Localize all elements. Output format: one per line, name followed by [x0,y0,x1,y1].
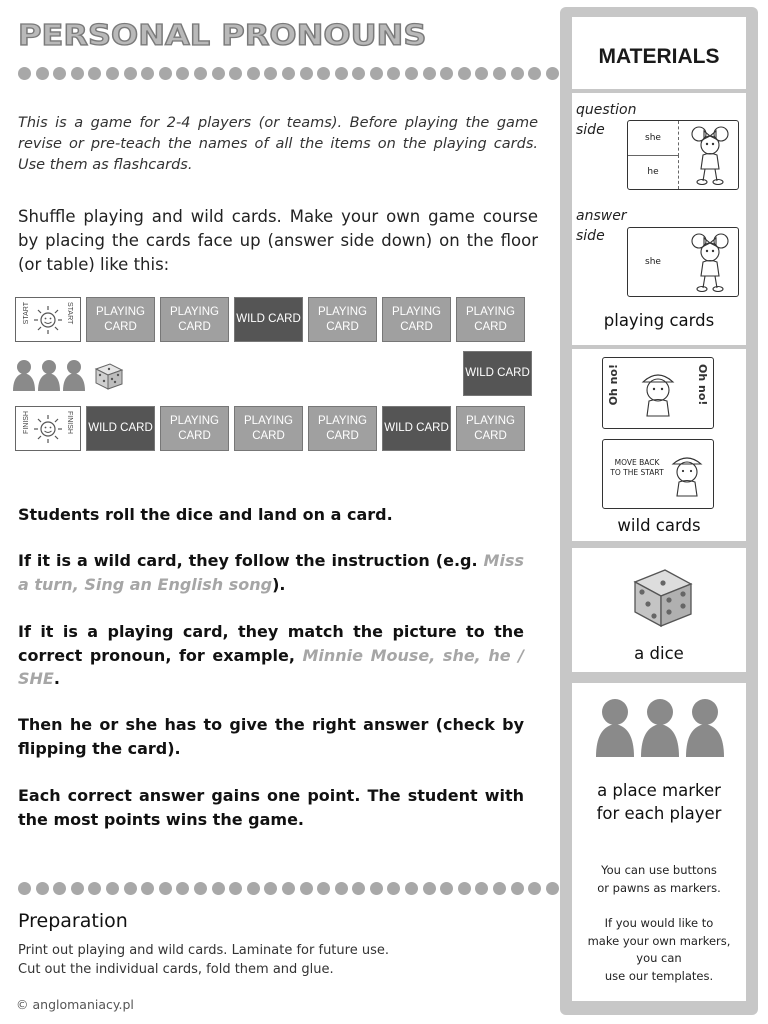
wild-cards-box [572,349,746,541]
pawn-markers-icon [12,358,87,392]
start-label-right: START [66,302,73,325]
question-side-line-2: side [576,122,605,138]
marker-caption-line-2: for each player [596,804,722,823]
preparation-line-2: Cut out the individual cards, fold them and glue. [18,962,334,977]
playing-card: PLAYING CARD [456,406,525,451]
copyright-icon: © [16,997,29,1012]
templates-note [572,915,746,985]
dice-icon [627,564,697,630]
markers-note-line-2: or pawns as markers. [597,880,721,895]
preparation-line-1: Print out playing and wild cards. Laminate for future use. [18,943,389,958]
copyright-text: anglomaniacy.pl [32,997,134,1012]
playing-card: PLAYING CARD [234,406,303,451]
wild-card-sample-move-back [602,439,714,509]
copyright [16,997,134,1012]
materials-header-box [572,17,746,89]
dotted-divider-bottom [18,882,576,896]
dice-caption: a dice [634,644,684,663]
sun-icon [33,305,63,335]
answer-side-label [576,206,627,246]
rule-roll: Students roll the dice and land on a card. [18,505,393,524]
minnie-mouse-icon [690,232,732,292]
dotted-divider-top [18,67,576,81]
answer-card-sample [627,227,739,297]
rule-playing-slash: / [518,645,524,665]
finish-label-right: FINISH [66,411,73,434]
markers-note [572,862,746,897]
rule-points: Each correct answer gains one point. The student with the most points wins the game. [18,786,524,829]
sun-icon [33,414,63,444]
board-row-1 [15,297,525,342]
intro-paragraph: This is a game for 2-4 players (or teams). Before playing the game revise or pre-teach the names of all the items on the playing cards. Use them as flashcards. [18,115,538,173]
wild-card-sample-oh-no [602,357,714,429]
templates-note-line-4: use our templates. [604,968,714,983]
rule-playing-answer: SHE [18,669,54,688]
shuffle-paragraph: Shuffle playing and wild cards. Make your own game course by placing the cards face up (answer side down) on the floor (or table) like this: [18,207,538,274]
dice-icon [92,361,124,391]
markers-box [572,683,746,1001]
playing-card: PLAYING CARD [456,297,525,342]
templates-note-line-2: make your own markers, [587,933,731,948]
answer-word-she: she [645,257,661,267]
minnie-mouse-icon [690,125,732,185]
start-card [15,297,81,342]
wild-cards-caption: wild cards [617,516,701,535]
materials-heading: MATERIALS [598,45,720,68]
wild-card: WILD CARD [463,351,532,396]
question-word-he: he [628,155,679,189]
wild-card: WILD CARD [234,297,303,342]
marker-caption [572,779,746,825]
preparation-text [18,941,389,979]
start-label-left: START [23,302,30,325]
playing-card: PLAYING CARD [160,406,229,451]
board-row-3 [15,406,525,451]
question-word-she: she [628,121,679,156]
rule-wild-end: ). [272,574,286,594]
finish-card [15,406,81,451]
pawn-markers-icon [594,695,726,759]
markers-note-line-1: You can use buttons [601,863,717,877]
rule-answer: Then he or she has to give the right answer (check by flipping the card). [18,715,524,758]
oh-no-left: Oh no! [607,364,620,406]
answer-side-line-2: side [576,228,605,244]
rule-wild-example: Miss a turn, Sing an English song [18,551,524,594]
oh-no-right: Oh no! [696,364,709,406]
question-side-line-1: question [576,102,637,118]
playing-cards-box [572,93,746,345]
materials-sidebar [560,7,758,1015]
playing-card: PLAYING CARD [382,297,451,342]
templates-note-line-1: If you would like to [604,916,714,930]
wild-card: WILD CARD [86,406,155,451]
rule-playing-text: If it is a playing card, they match the picture to the correct pronoun, for example, [18,622,524,665]
playing-card: PLAYING CARD [86,297,155,342]
playing-cards-caption: playing cards [603,311,715,330]
rule-playing-example: Minnie Mouse, she, he [302,645,511,665]
marker-caption-line-1: a place marker [597,781,721,800]
sailor-cat-icon [637,366,679,420]
templates-note-line-3: you can [636,951,682,965]
rule-wild [18,549,524,596]
page-title: PERSONAL PRONOUNS [18,18,427,53]
sailor-cat-icon [667,450,707,500]
rule-playing [18,620,524,691]
preparation-heading: Preparation [18,910,128,932]
playing-card: PLAYING CARD [308,297,377,342]
answer-side-line-1: answer [576,208,627,224]
move-back-text: MOVE BACK TO THE START [610,458,664,477]
playing-card: PLAYING CARD [160,297,229,342]
playing-card: PLAYING CARD [308,406,377,451]
rule-playing-end: . [53,669,60,688]
rule-wild-text: If it is a wild card, they follow the instruction (e.g. [18,551,478,570]
finish-label-left: FINISH [23,411,30,434]
dice-box [572,548,746,672]
wild-card: WILD CARD [382,406,451,451]
question-card-sample [627,120,739,190]
